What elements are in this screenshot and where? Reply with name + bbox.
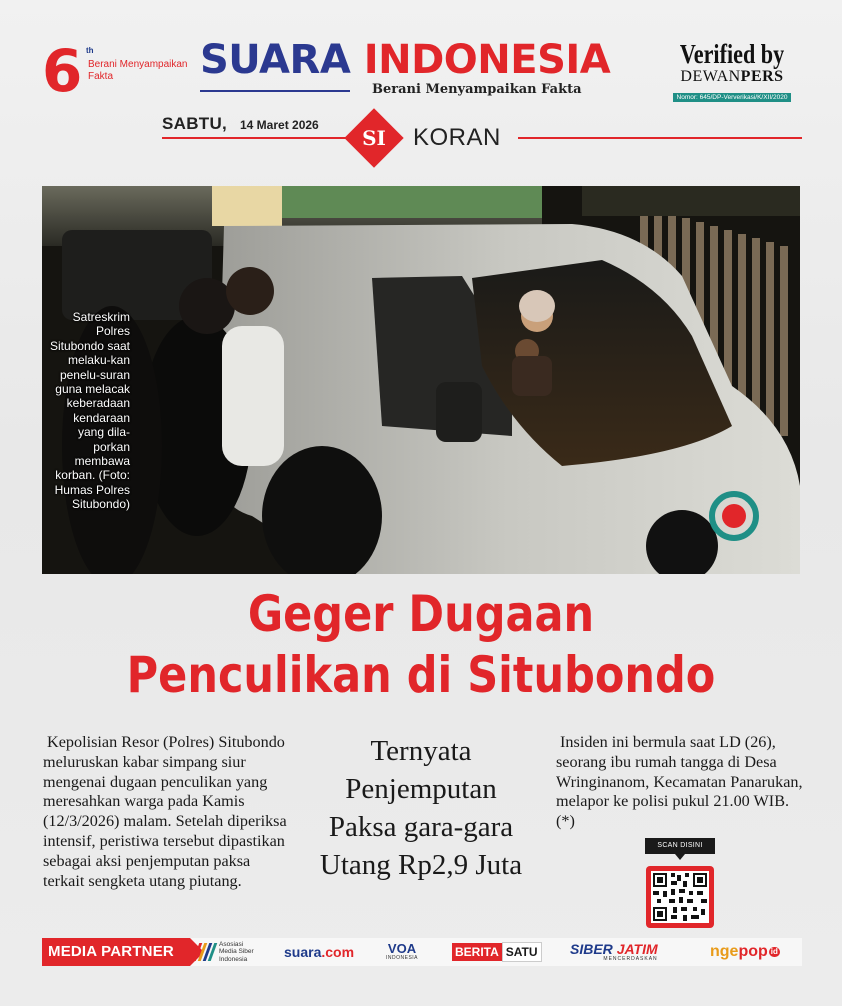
media-partner-strip [42, 938, 802, 966]
headline-line-1: Geger Dugaan [247, 585, 595, 643]
jatim-text: JATIM [616, 940, 658, 957]
beritasatu-part-1: BERITA [452, 943, 502, 961]
subheadline: Ternyata Penjemputan Paksa gara-gara Utang Rp2,9 Juta [319, 735, 523, 881]
photo-caption: Satreskrim Polres Situbondo saat melaku-kan penelu-suran guna melacak keberadaan kendaraan yang dila-porkan membawa korban. (Foto: Humas Polres Situbondo) [49, 310, 130, 512]
masthead-underline [200, 90, 350, 92]
ngepop-badge: id [770, 947, 778, 956]
partner-logo-ngepop[interactable] [710, 938, 780, 966]
verified-title: Verified by [679, 39, 785, 69]
verification-number: Nomor: 645/DP-Ververikasi/K/XII/2020 [673, 93, 792, 102]
beritasatu-part-2: SATU [502, 942, 542, 962]
verified-badge [662, 40, 802, 102]
anniversary-number: 6 [42, 37, 81, 105]
dewan-pers-logo [662, 68, 802, 86]
dateline-rule-right [518, 137, 802, 139]
masthead-title-suara: SUARA [200, 37, 351, 83]
dewan-text: DEWAN [680, 68, 741, 85]
main-photo [42, 186, 800, 574]
pers-text: PERS [740, 68, 784, 85]
si-logo [344, 108, 404, 168]
qr-code-block[interactable] [642, 838, 718, 930]
qr-code[interactable] [646, 866, 714, 928]
edition-date: 14 Maret 2026 [240, 118, 319, 132]
media-partner-label: MEDIA PARTNER [42, 938, 190, 966]
amsi-line-1: Asosiasi [219, 940, 244, 948]
voa-sub: INDONESIA [386, 955, 419, 961]
article-lead-text: Kepolisian Resor (Polres) Situbondo meluruskan kabar simpang siur mengenai dugaan penculikan yang meresahkan warga pada Kamis (12/3/2026) malam. Setelah diperiksa intensif, peristiwa tersebut dipastikan sebagai aksi penjemputan paksa terkait sengketa utang piutang. [43, 733, 287, 890]
partner-logo-voa[interactable] [386, 938, 418, 966]
partner-logo-amsi[interactable] [194, 938, 254, 966]
article-second-paragraph [556, 733, 806, 832]
ngepop-part-2: pop [738, 943, 768, 960]
scan-label-pointer [675, 854, 685, 860]
voa-main: VOA [387, 941, 417, 956]
scan-here-label: SCAN DISINI [645, 838, 715, 854]
section-label: KORAN [413, 124, 501, 151]
amsi-stripes-icon [194, 943, 216, 961]
anniversary-suffix: th [86, 46, 94, 55]
partner-logo-beritasatu[interactable] [452, 938, 542, 966]
article-lead-paragraph [43, 733, 293, 891]
siber-text: SIBER [570, 940, 613, 957]
qr-code-icon [651, 871, 709, 923]
headline [20, 584, 822, 706]
anniversary-tagline: Berani Menyampaikan Fakta [88, 59, 188, 82]
qr-code-pattern [651, 871, 709, 923]
amsi-name [219, 941, 254, 964]
ngepop-part-1: nge [710, 943, 739, 960]
amsi-line-3: Indonesia [219, 955, 248, 963]
headline-line-2: Penculikan di Situbondo [126, 646, 716, 704]
article-second-text: Insiden ini bermula saat LD (26), seorang ibu rumah tangga di Desa Wringinanom, Kecamatan Panarukan, melapor ke polisi pukul 21.00 WIB. (*) [556, 733, 803, 831]
anniversary-logo [42, 37, 192, 105]
masthead-tagline: Berani Menyampaikan Fakta [372, 82, 582, 97]
siberjatim-tagline: MENCERDASKAN [603, 955, 658, 962]
partner-logo-suara[interactable] [284, 938, 354, 966]
masthead[interactable] [200, 38, 650, 98]
dateline-bar [40, 104, 802, 174]
siberjatim-main [570, 942, 658, 956]
edition-day: SABTU, [162, 114, 228, 133]
suara-name: suara [284, 944, 322, 960]
suara-tld: .com [321, 944, 355, 960]
amsi-line-2: Media Siber [219, 948, 254, 956]
masthead-title[interactable] [200, 38, 610, 82]
masthead-title-indonesia: INDONESIA [363, 37, 611, 83]
si-logo-text: SI [362, 126, 386, 150]
photo-illustration [42, 186, 800, 574]
partner-logo-siberjatim[interactable] [570, 938, 658, 966]
